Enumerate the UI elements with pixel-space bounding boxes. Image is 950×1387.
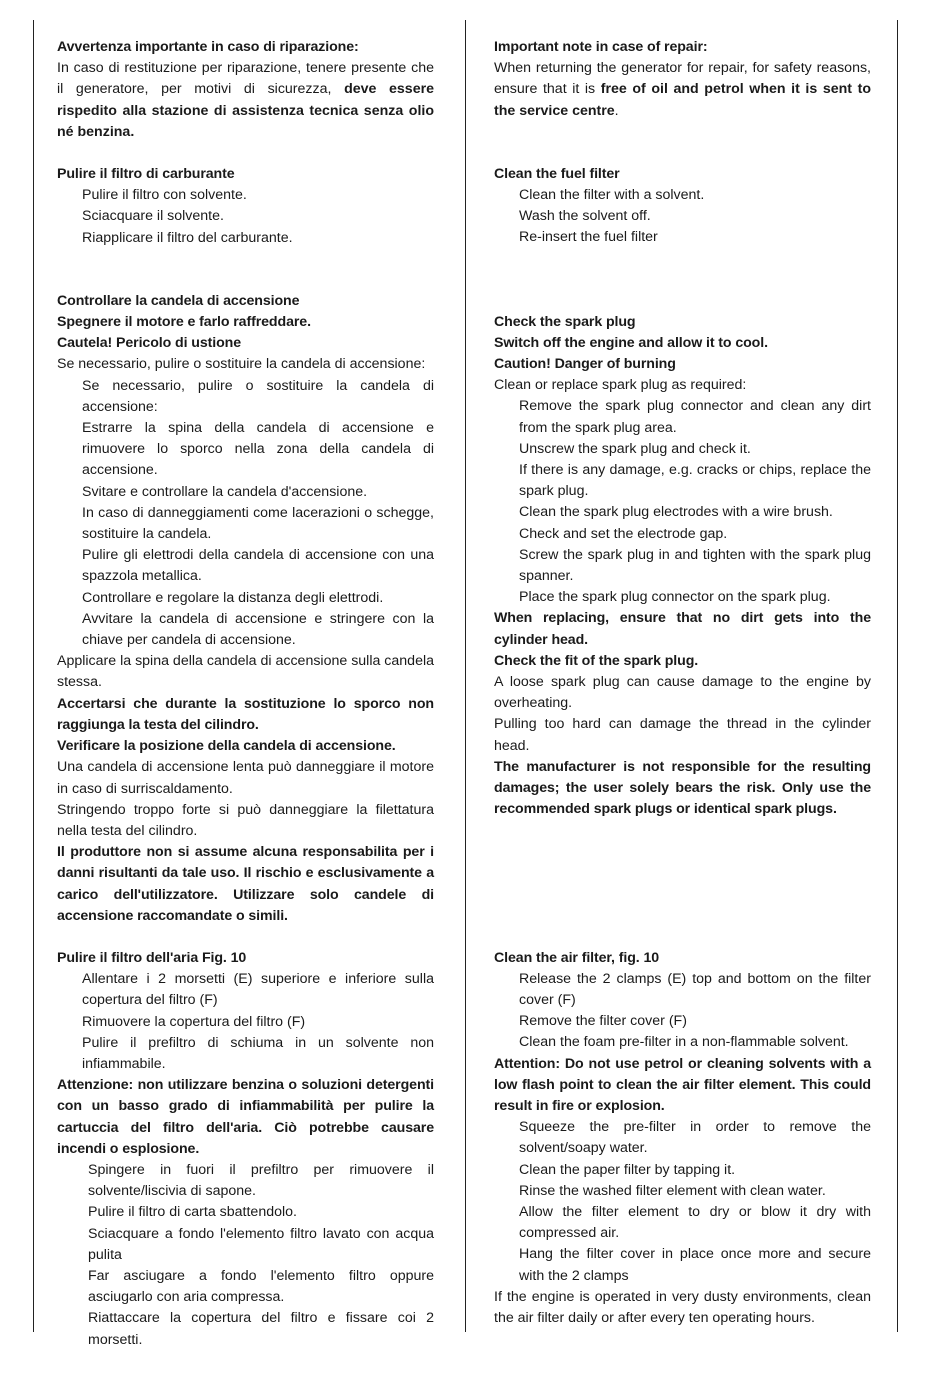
en-spark-step: If there is any damage, e.g. cracks or chips, replace the spark plug. bbox=[519, 462, 871, 500]
en-air-warning: Attention: Do not use petrol or cleaning solvents with a low flash point to clean the air filter element. This could result in fire or explosion. bbox=[494, 1055, 871, 1114]
it-air-step2: Riattaccare la copertura del filtro e fissare coi 2 morsetti. bbox=[88, 1310, 434, 1348]
en-air-step: Remove the filter cover (F) bbox=[519, 1013, 687, 1030]
right-border-line bbox=[897, 20, 898, 1332]
it-air-step: Rimuovere la copertura del filtro (F) bbox=[82, 1013, 306, 1030]
it-spark-off: Spegnere il motore e farlo raffreddare. bbox=[57, 314, 311, 331]
it-fuel-step: Riapplicare il filtro del carburante. bbox=[82, 229, 293, 246]
en-spark-title: Check the spark plug bbox=[494, 313, 636, 330]
it-repair-text: In caso di restituzione per riparazione, tenere presente che il generatore, per motivi di sicurezza, deve essere rispedito alla stazione di assistenza tecnica senza olio né benzina. bbox=[57, 60, 434, 140]
it-spark-step: Svitare e controllare la candela d'accensione. bbox=[82, 483, 368, 500]
it-spark-caution: Cautela! Pericolo di ustione bbox=[57, 335, 242, 352]
en-spark-fit: Check the fit of the spark plug. bbox=[494, 652, 699, 669]
center-divider-line bbox=[465, 20, 466, 1332]
it-repair-title: Avvertenza importante in caso di riparazione: bbox=[57, 39, 359, 55]
en-air-step2: Hang the filter cover in place once more and secure with the 2 clamps bbox=[519, 1246, 871, 1284]
english-column bbox=[494, 37, 871, 1329]
en-spark-dirt: When replacing, ensure that no dirt gets into the cylinder head. bbox=[494, 610, 871, 648]
en-air-step: Release the 2 clamps (E) top and bottom on the filter cover (F) bbox=[519, 970, 871, 1008]
it-spark-step: Pulire gli elettrodi della candela di accensione con una spazzola metallica. bbox=[82, 547, 434, 585]
left-border-line bbox=[33, 20, 34, 1332]
en-spark-loose: A loose spark plug can cause damage to the engine by overheating. bbox=[494, 674, 871, 712]
it-air-step: Allentare i 2 morsetti (E) superiore e inferiore sulla copertura del filtro (F) bbox=[82, 971, 434, 1009]
en-spark-caution: Caution! Danger of burning bbox=[494, 356, 676, 373]
it-spark-fit: Verificare la posizione della candela di accensione. bbox=[57, 738, 396, 755]
en-spark-tight: Pulling too hard can damage the thread in the cylinder head. bbox=[494, 716, 871, 754]
it-air-title: Pulire il filtro dell'aria Fig. 10 bbox=[57, 949, 247, 966]
it-air-step2: Spingere in fuori il prefiltro per rimuovere il solvente/liscivia di sapone. bbox=[88, 1161, 434, 1200]
it-air-step2: Pulire il filtro di carta sbattendolo. bbox=[88, 1204, 297, 1221]
en-air-step2: Rinse the washed filter element with clean water. bbox=[519, 1182, 826, 1199]
en-fuel-title: Clean the fuel filter bbox=[494, 165, 620, 182]
en-air-dusty: If the engine is operated in very dusty environments, clean the air filter daily or after every ten operating hours. bbox=[494, 1288, 871, 1326]
en-spark-step: Place the spark plug connector on the spark plug. bbox=[519, 589, 831, 606]
en-air-title: Clean the air filter, fig. 10 bbox=[494, 949, 660, 966]
en-spark-intro: Clean or replace spark plug as required: bbox=[494, 377, 747, 394]
en-spark-liability: The manufacturer is not responsible for the resulting damages; the user solely bears the risk. Only use the recommended spark plugs or identical spark plugs. bbox=[494, 758, 871, 818]
it-fuel-step: Sciacquare il solvente. bbox=[82, 208, 224, 225]
en-spark-step: Unscrew the spark plug and check it. bbox=[519, 440, 751, 457]
it-spark-apply: Applicare la spina della candela di accensione sulla candela stessa. bbox=[57, 653, 435, 691]
en-air-step2: Allow the filter element to dry or blow it dry with compressed air. bbox=[519, 1203, 871, 1242]
it-air-warning: Attenzione: non utilizzare benzina o soluzioni detergenti con un basso grado di infiammabilità per pulire la cartuccia del filtro dell'aria. Ciò potrebbe causare incendi o esplosione. bbox=[57, 1077, 434, 1157]
en-spark-step: Check and set the electrode gap. bbox=[519, 525, 728, 542]
it-spark-liability: Il produttore non si assume alcuna responsabilita per i danni risultanti da tale uso. Il rischio e esclusivamente a carico dell'utilizzatore. Utilizzare solo candele di accensione raccomandate o simili. bbox=[57, 844, 434, 924]
it-spark-step: Avvitare la candela di accensione e stringere con la chiave per candela di accensione. bbox=[82, 610, 434, 649]
it-spark-dirt: Accertarsi che durante la sostituzione lo sporco non raggiunga la testa del cilindro. bbox=[57, 695, 434, 733]
en-spark-step: Screw the spark plug in and tighten with the spark plug spanner. bbox=[519, 546, 871, 585]
it-air-step2: Sciacquare a fondo l'elemento filtro lavato con acqua pulita bbox=[88, 1225, 434, 1263]
it-spark-tight: Stringendo troppo forte si può danneggiare la filettatura nella testa del cilindro. bbox=[57, 801, 434, 839]
en-fuel-step: Wash the solvent off. bbox=[519, 208, 651, 225]
it-spark-step: Controllare e regolare la distanza degli elettrodi. bbox=[82, 589, 384, 606]
it-air-step: Pulire il prefiltro di schiuma in un solvente non infiammabile. bbox=[82, 1034, 434, 1072]
it-fuel-step: Pulire il filtro con solvente. bbox=[82, 187, 247, 204]
en-fuel-step: Clean the filter with a solvent. bbox=[519, 187, 705, 204]
italian-column bbox=[57, 37, 434, 1351]
it-spark-step: Se necessario, pulire o sostituire la candela di accensione: bbox=[82, 377, 434, 415]
en-repair-text: When returning the generator for repair, for safety reasons, ensure that it is free of oil and petrol when it is sent to the service centre. bbox=[494, 60, 871, 119]
en-air-step2: Clean the paper filter by tapping it. bbox=[519, 1161, 736, 1178]
it-air-step2: Far asciugare a fondo l'elemento filtro oppure asciugarlo con aria compressa. bbox=[88, 1267, 434, 1306]
en-spark-off: Switch off the engine and allow it to cool. bbox=[494, 334, 768, 351]
it-spark-intro: Se necessario, pulire o sostituire la candela di accensione: bbox=[57, 356, 426, 373]
en-fuel-step: Re-insert the fuel filter bbox=[519, 229, 658, 246]
it-fuel-title: Pulire il filtro di carburante bbox=[57, 166, 235, 183]
en-repair-title: Important note in case of repair: bbox=[494, 39, 708, 55]
it-spark-title: Controllare la candela di accensione bbox=[57, 292, 300, 309]
it-spark-step: In caso di danneggiamenti come lacerazioni o schegge, sostituire la candela. bbox=[82, 504, 434, 543]
en-air-step2: Squeeze the pre-filter in order to remove the solvent/soapy water. bbox=[519, 1119, 871, 1157]
en-spark-step: Clean the spark plug electrodes with a wire brush. bbox=[519, 504, 833, 521]
it-spark-step: Estrarre la spina della candela di accensione e rimuovere lo sporco nella zona della candela di accensione. bbox=[82, 420, 434, 479]
en-spark-step: Remove the spark plug connector and clean any dirt from the spark plug area. bbox=[519, 398, 871, 436]
en-air-step: Clean the foam pre-filter in a non-flammable solvent. bbox=[519, 1034, 849, 1051]
it-spark-loose: Una candela di accensione lenta può danneggiare il motore in caso di surriscaldamento. bbox=[57, 759, 434, 797]
